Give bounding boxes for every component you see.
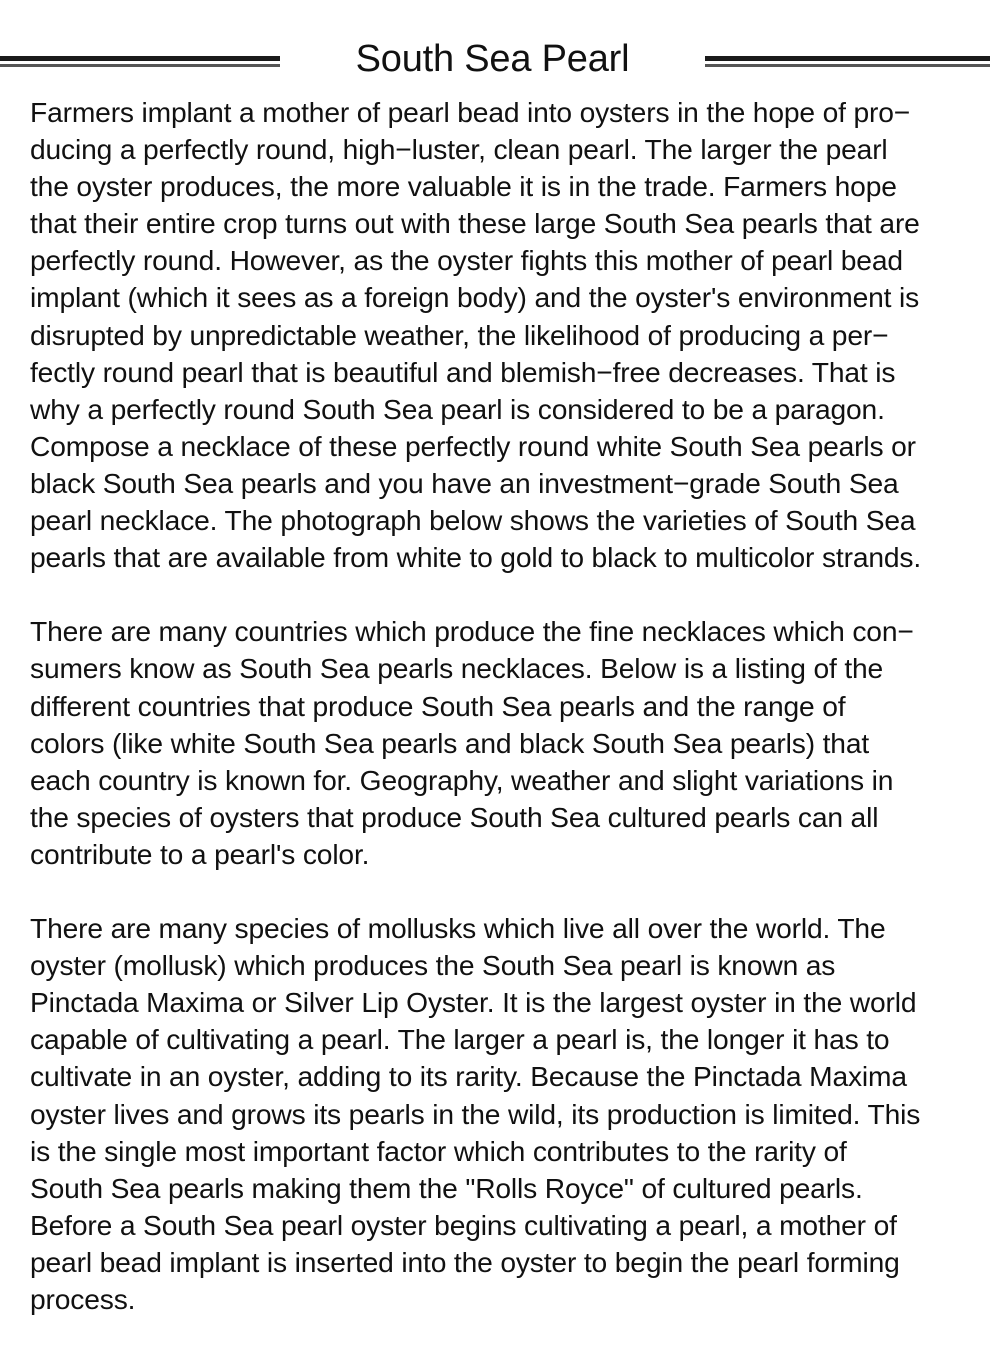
paragraph-mollusks (30, 910, 990, 1318)
text-line: different countries that produce South Sea pearls and the range of (30, 689, 846, 722)
text-line: disrupted by unpredictable weather, the likelihood of producing a per− (30, 318, 889, 351)
text-line: perfectly round. However, as the oyster fights this mother of pearl bead (30, 244, 903, 277)
text-line: process. (30, 1283, 136, 1315)
text-line: oyster lives and grows its pearls in the wild, its production is limited. This (30, 1097, 921, 1130)
text-line: pearl bead implant is inserted into the oyster to begin the pearl forming (30, 1245, 900, 1278)
text-line: Farmers implant a mother of pearl bead into oysters in the hope of pro− (30, 96, 911, 128)
rule-bar-thick (705, 56, 990, 61)
paragraph-countries (30, 613, 990, 873)
decorative-rule-right (705, 56, 990, 68)
text-line: pearl necklace. The photograph below shows the varieties of South Sea (30, 504, 916, 537)
rule-bar-thick (0, 56, 280, 61)
rule-bar-thin (0, 64, 280, 67)
text-line: the oyster produces, the more valuable it is in the trade. Farmers hope (30, 170, 897, 203)
text-line: ducing a perfectly round, high−luster, clean pearl. The larger the pearl (30, 133, 888, 166)
text-line: Pinctada Maxima or Silver Lip Oyster. It is the largest oyster in the world (30, 986, 917, 1019)
text-line: pearls that are available from white to gold to black to multicolor strands. (30, 541, 922, 574)
text-line: South Sea pearls making them the "Rolls Royce" of cultured pearls. (30, 1171, 863, 1204)
paragraph-cultivation (30, 94, 990, 576)
text-line: Compose a necklace of these perfectly round white South Sea pearls or (30, 429, 916, 462)
section-header (0, 0, 990, 100)
text-line: cultivate in an oyster, adding to its rarity. Because the Pinctada Maxima (30, 1060, 907, 1093)
decorative-rule-left (0, 56, 280, 68)
text-line: implant (which it sees as a foreign body) and the oyster's environment is (30, 281, 920, 314)
text-line: why a perfectly round South Sea pearl is considered to be a paragon. (30, 392, 885, 425)
text-line: capable of cultivating a pearl. The larger a pearl is, the longer it has to (30, 1023, 890, 1056)
text-line: that their entire crop turns out with these large South Sea pearls that are (30, 207, 920, 240)
text-line: colors (like white South Sea pearls and black South Sea pearls) that (30, 726, 870, 759)
text-line: contribute to a pearl's color. (30, 837, 370, 870)
paragraph-spacer (30, 576, 990, 613)
text-line: sumers know as South Sea pearls necklaces. Below is a listing of the (30, 652, 884, 685)
page-title: South Sea Pearl (355, 38, 630, 80)
text-line: There are many species of mollusks which live all over the world. The (30, 912, 886, 945)
text-line: the species of oysters that produce South Sea cultured pearls can all (30, 800, 879, 833)
rule-bar-thin (705, 64, 990, 67)
text-line: There are many countries which produce the fine necklaces which con− (30, 615, 914, 648)
text-line: each country is known for. Geography, weather and slight variations in (30, 763, 894, 796)
text-line: black South Sea pearls and you have an investment−grade South Sea (30, 466, 899, 499)
article-body (30, 94, 990, 1318)
text-line: oyster (mollusk) which produces the South Sea pearl is known as (30, 949, 836, 982)
text-line: is the single most important factor which contributes to the rarity of (30, 1134, 847, 1167)
text-line: Before a South Sea pearl oyster begins cultivating a pearl, a mother of (30, 1208, 897, 1241)
text-line: fectly round pearl that is beautiful and blemish−free decreases. That is (30, 355, 896, 388)
paragraph-spacer (30, 873, 990, 910)
